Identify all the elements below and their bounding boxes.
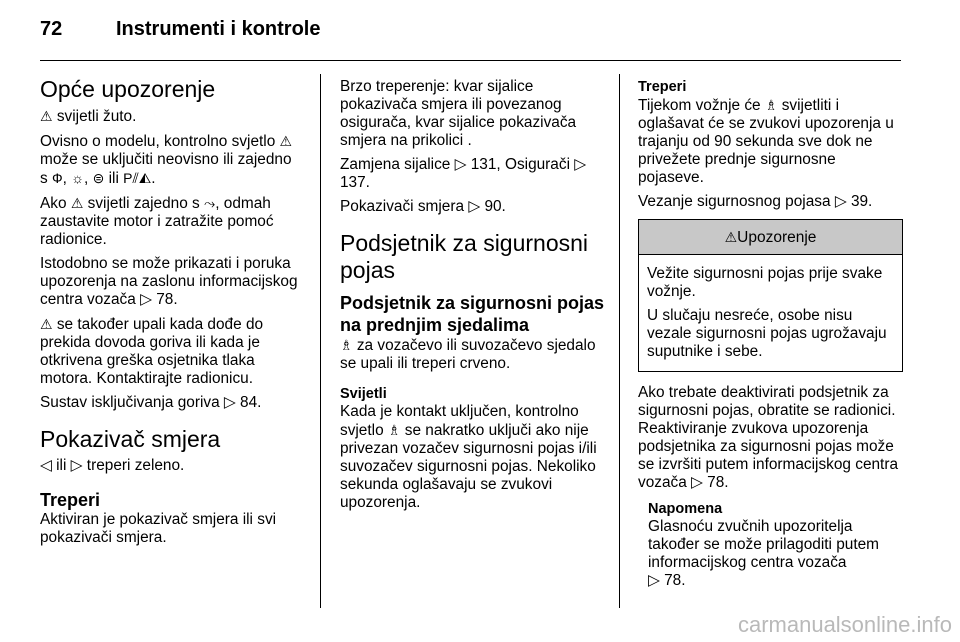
warning-box: [638, 219, 903, 372]
paragraph: ♗ za vozačevo ili suvozačevo sjedalo se upali ili treperi crveno.: [340, 337, 596, 372]
paragraph: Zamjena sijalice ▷ 131, Osigurači ▷ 137.: [340, 156, 587, 191]
engine-icon: ⊜: [92, 170, 105, 186]
heading-seatbelt-reminder: Podsjetnik za sigurnosni pojas: [340, 230, 589, 283]
arrow-right-icon: ▷: [223, 394, 236, 411]
paragraph: Kada je kontakt uključen, kontrolno svjetlo ♗ se nakratko uključi ako nije privezan vozačev sigurnosni pojas i/ili suvozačev sigurnosni pojas. Nekoliko sekunda oglašavaju se zvukovi upozorenja.: [340, 403, 597, 511]
page-reference[interactable]: 78.: [664, 572, 686, 589]
note-label: Napomena: [648, 501, 723, 517]
paragraph: ⚠ se također upali kada dođe do prekida dovoda goriva ili kada je otkrivena greška osjetnika tlaka motora. Kontaktirajte radionicu.: [40, 316, 264, 387]
paragraph: Vežite sigurnosni pojas prije svake vožnje.: [647, 265, 883, 300]
page-number: 72: [40, 18, 63, 40]
paragraph: ⚠ svijetli žuto.: [40, 108, 137, 125]
arrow-right-icon: ▷: [468, 198, 481, 215]
paragraph: Ako trebate deaktivirati podsjetnik za sigurnosni pojas, obratite se radionici. Reaktiviranje zvukova upozorenja podsjetnika za sigurnosni pojas može se izvršiti putem informacijskog centra vozača ▷ 78.: [638, 384, 899, 491]
note-block: [648, 500, 903, 590]
warning-icon: ⚠: [70, 195, 84, 211]
warning-box-header: [639, 220, 902, 255]
warning-box-body: [639, 255, 902, 371]
paragraph: ◁ ili ▷ treperi zeleno.: [40, 457, 185, 474]
page-reference[interactable]: 84.: [240, 394, 262, 411]
page-reference[interactable]: 39.: [850, 193, 873, 210]
sun-icon: ☼: [71, 170, 85, 186]
power-icon: P⫽◭: [123, 170, 152, 186]
paragraph: Glasnoću zvučnih upozoritelja također se može prilagoditi putem informacijskog centra vozača ▷ 78.: [648, 518, 879, 589]
page-reference[interactable]: 90.: [484, 198, 506, 215]
warning-icon: ⚠: [724, 229, 738, 245]
column-1: [40, 72, 302, 553]
paragraph: Tijekom vožnje će ♗ svijetliti i oglašavat će se zvukovi upozorenja u trajanju od 90 sekunda sve dok ne privežete prednje sigurnosne pojaseve.: [638, 97, 894, 186]
page-reference[interactable]: 131, Osigurači: [470, 156, 570, 173]
oil-pressure-icon: Ф: [51, 170, 63, 186]
paragraph: Ako ⚠ svijetli zajedno s ⤳, odmah zaustavite motor i zatražite pomoć radionice.: [40, 195, 274, 248]
header-divider: [40, 60, 901, 61]
paragraph: Brzo treperenje: kvar sijalice pokazivača smjera ili povezanog osigurača, kvar sijalice pokazivača smjera na prikolici .: [340, 78, 577, 149]
heading-turn-signal: Pokazivač smjera: [40, 426, 221, 452]
page-reference[interactable]: 137.: [340, 174, 370, 191]
column-divider-2: [619, 74, 620, 608]
paragraph: Aktiviran je pokazivač smjera ili svi pokazivači smjera.: [40, 511, 277, 546]
watermark: carmanualsonline.info: [737, 612, 952, 637]
arrow-right-icon: ▷: [454, 156, 467, 173]
paragraph: Ovisno o modelu, kontrolno svjetlo ⚠ može se uključiti neovisno ili zajedno s Ф, ☼, ⊜ ili P⫽◭.: [40, 133, 293, 187]
arrow-right-icon: ▷: [834, 193, 847, 210]
heading-general-warning: Opće upozorenje: [40, 76, 216, 102]
label-lit: Svijetli: [340, 386, 387, 402]
seatbelt-icon: ♗: [387, 422, 401, 438]
label-flashing: Treperi: [638, 79, 687, 95]
warning-icon: ⚠: [40, 316, 53, 332]
paragraph: Sustav isključivanja goriva ▷ 84.: [40, 394, 262, 411]
paragraph: Vezanje sigurnosnog pojasa ▷ 39.: [638, 193, 873, 210]
page-reference[interactable]: 78.: [156, 291, 178, 308]
arrow-right-icon: ▷: [648, 572, 660, 589]
coolant-icon: ⤳: [204, 195, 216, 211]
column-divider-1: [320, 74, 321, 608]
warning-icon: ⚠: [279, 133, 293, 149]
column-2: [340, 78, 605, 518]
paragraph: Pokazivači smjera ▷ 90.: [340, 198, 506, 215]
paragraph: U slučaju nesreće, osobe nisu vezale sigurnosni pojas ugrožavaju suputnike i sebe.: [647, 307, 887, 360]
seatbelt-icon: ♗: [340, 337, 353, 353]
page-reference[interactable]: 78.: [707, 474, 729, 491]
arrow-right-icon: ▷: [574, 156, 587, 173]
arrow-right-icon: ▷: [691, 474, 703, 491]
warning-icon: ⚠: [40, 108, 53, 124]
warning-title: Upozorenje: [737, 229, 817, 246]
paragraph: Istodobno se može prikazati i poruka upozorenja na zaslonu informacijskog centra vozača ▷ 78.: [40, 255, 298, 308]
heading-flashing: Treperi: [40, 490, 101, 510]
arrow-right-icon: ▷: [70, 457, 83, 474]
arrow-left-icon: ◁: [40, 457, 52, 474]
arrow-right-icon: ▷: [140, 291, 152, 308]
page-title: Instrumenti i kontrole: [116, 18, 321, 40]
column-3: [638, 78, 903, 596]
seatbelt-icon: ♗: [764, 97, 778, 113]
subheading-front-seats: Podsjetnik za sigurnosni pojas na prednjim sjedalima: [340, 293, 605, 335]
